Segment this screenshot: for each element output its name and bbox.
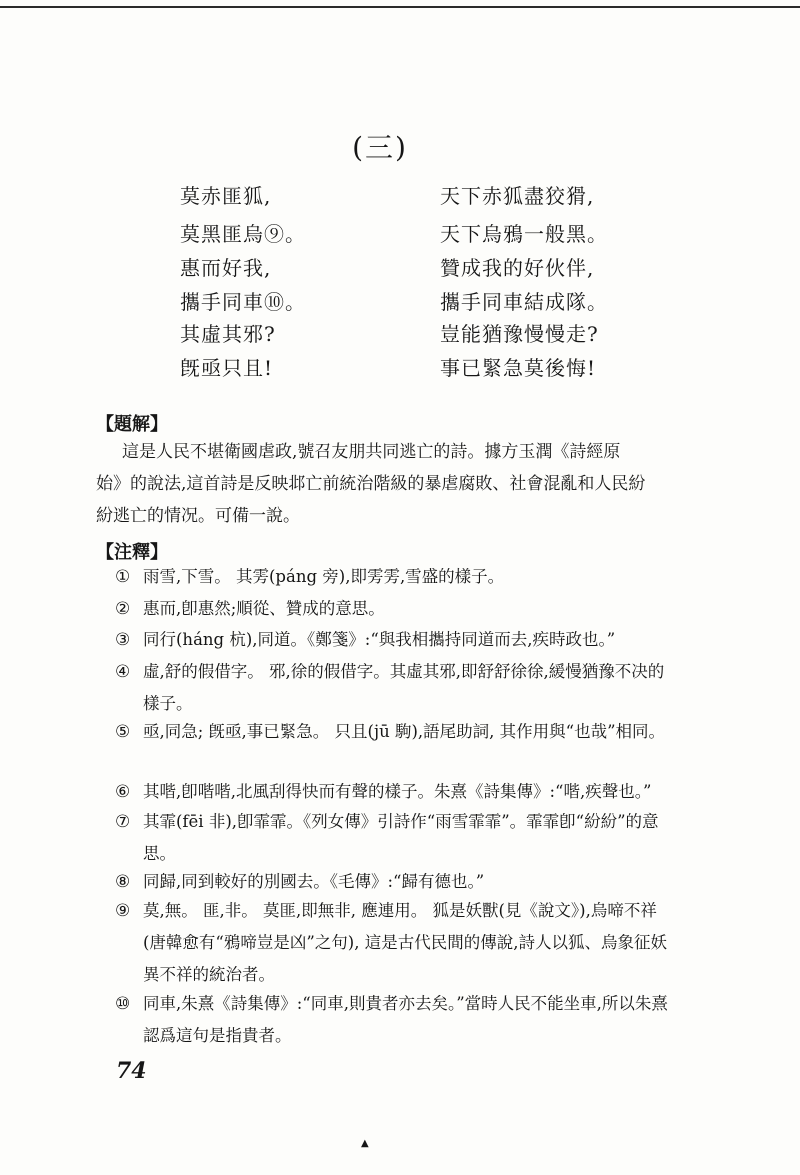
note-item [115,895,675,991]
note-item [115,716,675,748]
poem-original-line: 莫赤匪狐, [180,184,272,208]
note-number: ① [115,567,131,587]
note-text: 虛,舒的假借字。 邪,徐的假借字。其虛其邪,即舒舒徐徐,緩慢猶豫不决的樣子。 [143,662,665,713]
zhushi-heading: 【注釋】 [96,542,168,563]
note-number: ⑦ [115,812,131,832]
tijie-line: 這是人民不堪衛國虐政,號召友朋共同逃亡的詩。據方玉潤《詩經原 [122,442,621,462]
poem-original-line: 旣亟只且! [180,356,274,380]
poem-original-line: 其虛其邪? [180,322,276,346]
tijie-heading: 【題解】 [96,414,168,435]
page-number: 74 [116,1058,147,1084]
poem-original-line: 攜手同車⑩。 [180,290,306,314]
note-number: ⑨ [115,901,131,921]
poem-translation-line: 天下烏鴉一般黑。 [440,222,608,246]
note-item [115,776,675,808]
note-item [115,866,675,898]
note-item [115,561,675,593]
note-text: 同行(háng 杭),同道。《鄭箋》:“與我相攜持同道而去,疾時政也。” [143,630,616,649]
note-text: 雨雪,下雪。 其雱(páng 旁),即雱雱,雪盛的樣子。 [143,567,505,586]
poem-translation-line: 天下赤狐盡狡猾, [440,184,595,208]
note-text: 莫,無。 匪,非。 莫匪,即無非, 應連用。 狐是妖獸(見《說文》),烏啼不祥(唐韓愈有“鴉啼豈是凶”之句), 這是古代民間的傳說,詩人以狐、烏象征妖異不祥的統治者。 [143,901,667,984]
tijie-line: 始》的說法,這首詩是反映邶亡前統治階級的暴虐腐敗、社會混亂和人民紛 [96,474,646,494]
note-text: 同車,朱熹《詩集傳》:“同車,則貴者亦去矣。”當時人民不能坐車,所以朱熹認爲這句是指貴者。 [143,994,668,1045]
note-item [115,806,675,870]
bottom-mark: ▲ [361,1138,369,1149]
note-item [115,624,675,656]
note-item [115,988,675,1052]
note-text: 其霏(fēi 非),卽霏霏。《列女傳》引詩作“雨雪霏霏”。霏霏卽“紛紛”的意思。 [143,812,659,863]
note-text: 亟,同急; 旣亟,事已緊急。 只且(jū 駒),語尾助詞, 其作用與“也哉”相同。 [143,722,666,741]
poem-original-line: 莫黑匪烏⑨。 [180,222,306,246]
note-number: ⑥ [115,782,131,802]
note-text: 同歸,同到較好的別國去。《毛傳》:“歸有德也。” [143,872,485,891]
note-number: ③ [115,630,131,650]
poem-translation-line: 豈能猶豫慢慢走? [440,322,599,346]
note-number: ⑤ [115,722,131,742]
note-item [115,656,675,720]
note-number: ⑩ [115,994,131,1014]
tijie-line: 紛逃亡的情况。可備一說。 [96,506,300,526]
poem-translation-line: 贊成我的好伙伴, [440,256,595,280]
note-number: ⑧ [115,872,131,892]
note-text: 惠而,卽惠然;順從、贊成的意思。 [143,599,385,618]
note-text: 其喈,卽喈喈,北風刮得快而有聲的樣子。朱熹《詩集傳》:“喈,疾聲也。” [143,782,652,801]
poem-translation-line: 事已緊急莫後悔! [440,356,597,380]
note-item [115,593,675,625]
tijie-paragraph [96,436,645,532]
poem-original-line: 惠而好我, [180,256,272,280]
poem-translation-line: 攜手同車結成隊。 [440,290,608,314]
section-title: (三) [352,131,408,164]
note-number: ② [115,599,131,619]
top-border-rule [0,6,800,8]
note-number: ④ [115,662,131,682]
